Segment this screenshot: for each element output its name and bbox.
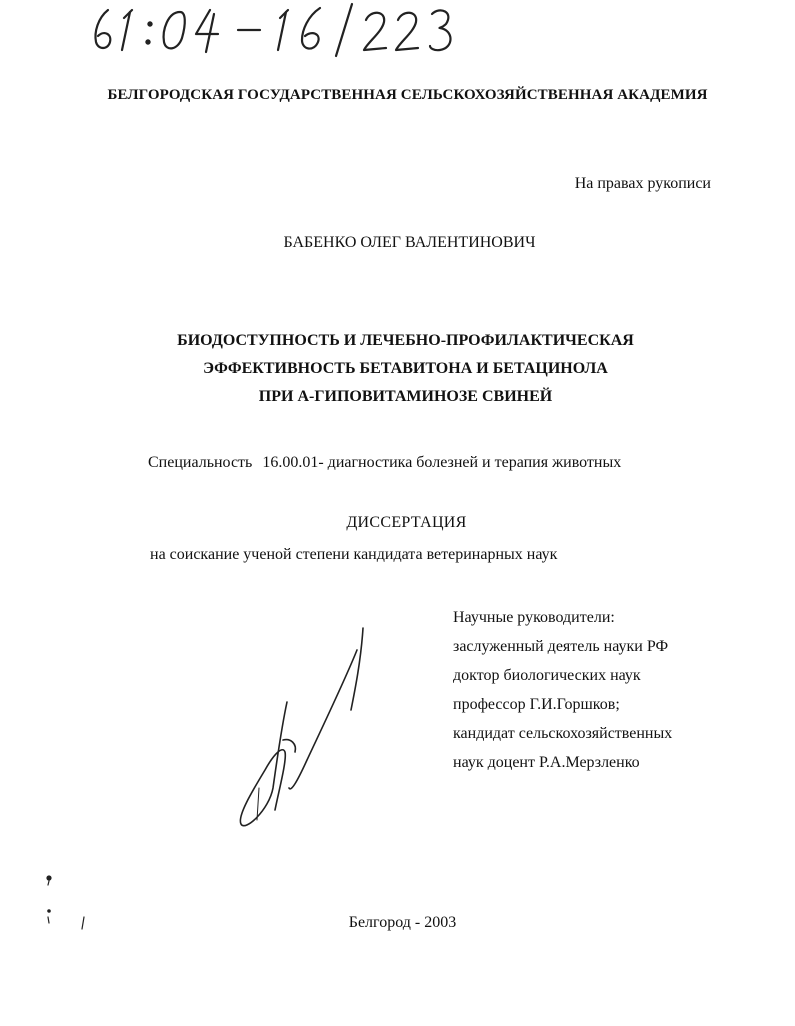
- advisor-line-4: кандидат сельскохозяйственных: [453, 725, 673, 742]
- rights-notice: На правах рукописи: [574, 175, 711, 192]
- handwritten-signature: [225, 620, 385, 850]
- city-year: Белгород - 2003: [348, 914, 457, 931]
- specialty-code: 16.00.01-: [262, 454, 324, 471]
- advisor-line-3: профессор Г.И.Горшков;: [453, 696, 620, 713]
- advisors-block: [453, 608, 672, 782]
- specialty-line: [148, 454, 621, 472]
- specialty-label: Специальность: [148, 454, 253, 471]
- title-line-2: ЭФФЕКТИВНОСТЬ БЕТАВИТОНА И БЕТАЦИНОЛА: [203, 360, 608, 377]
- margin-marks: [40, 865, 100, 945]
- advisor-line-2: доктор биологических наук: [453, 667, 641, 684]
- handwritten-archive-number: [88, 0, 488, 60]
- institution-name: БЕЛГОРОДСКАЯ ГОСУДАРСТВЕННАЯ СЕЛЬСКОХОЗЯЙСТВЕННАЯ АКАДЕМИЯ: [107, 87, 708, 103]
- author-name: БАБЕНКО ОЛЕГ ВАЛЕНТИНОВИЧ: [283, 234, 536, 251]
- title-line-1: БИОДОСТУПНОСТЬ И ЛЕЧЕБНО-ПРОФИЛАКТИЧЕСКАЯ: [177, 332, 634, 349]
- advisor-line-5: наук доцент Р.А.Мерзленко: [453, 754, 640, 771]
- advisor-line-1: заслуженный деятель науки РФ: [453, 638, 669, 655]
- advisors-heading: Научные руководители:: [453, 609, 615, 626]
- specialty-name: диагностика болезней и терапия животных: [327, 454, 622, 471]
- degree-line: на соискание ученой степени кандидата ветеринарных наук: [150, 546, 558, 563]
- document-type: ДИССЕРТАЦИЯ: [346, 514, 467, 531]
- dissertation-title: [0, 327, 795, 411]
- title-line-3: ПРИ А-ГИПОВИТАМИНОЗЕ СВИНЕЙ: [258, 388, 553, 405]
